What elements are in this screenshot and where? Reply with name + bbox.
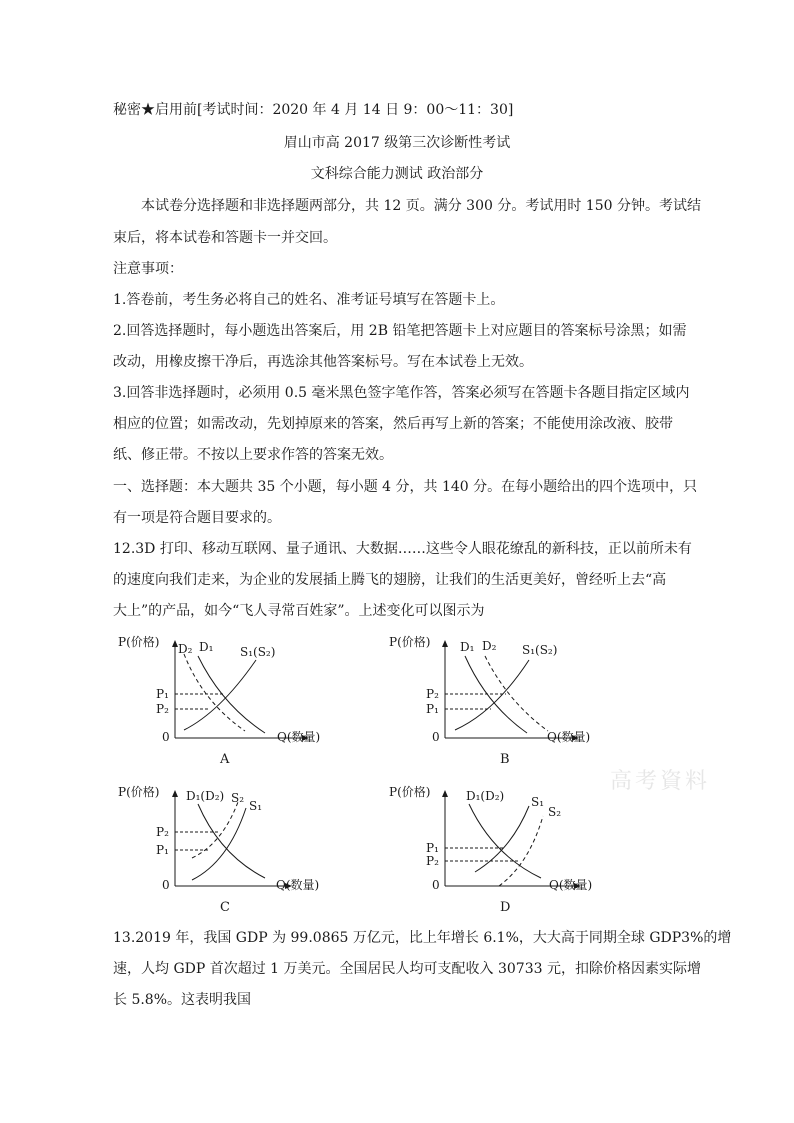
price-label-lower: P₁ — [426, 702, 439, 716]
watermark: 高考資料 — [610, 769, 711, 794]
origin-label: 0 — [432, 730, 440, 744]
curve-label-s2: S₂ — [548, 805, 562, 819]
supply-curve-s2 — [192, 802, 238, 858]
price-label-lower: P₂ — [156, 702, 169, 716]
curve-label-d1: D₁ — [199, 640, 214, 654]
origin-label: 0 — [162, 878, 170, 892]
question-12-line-1: 12.3D 打印、移动互联网、量子通讯、大数据……这些令人眼花缭乱的新科技，正以前所未有 — [113, 541, 692, 557]
y-axis-arrow-icon — [442, 640, 448, 647]
x-axis-label: Q(数量) — [276, 878, 320, 892]
curve-label-d1: D₁ — [460, 640, 475, 654]
curve-label-d2: D₂ — [178, 642, 193, 656]
supply-curve-s1 — [475, 806, 529, 872]
section-1-line-2: 有一项是符合题目要求的。 — [113, 510, 281, 526]
demand-curve-d1 — [198, 656, 265, 733]
curve-label-s1: S₁ — [531, 795, 545, 809]
price-label-lower: P₂ — [426, 854, 439, 868]
price-label-upper: P₂ — [426, 687, 439, 701]
curve-label-s1: S₁ — [249, 799, 263, 813]
notice-item-3b: 相应的位置；如需改动，先划掉原来的答案，然后再写上新的答案；不能使用涂改液、胶带 — [113, 416, 673, 432]
y-axis-arrow-icon — [172, 790, 178, 797]
option-label: A — [220, 752, 230, 767]
question-13-line-2: 速，人均 GDP 首次超过 1 万美元。全国居民人均可支配收入 30733 元，扣除价格因素实际增 — [113, 961, 701, 977]
y-axis-label: P(价格) — [118, 635, 160, 649]
exam-subtitle: 文科综合能力测试 政治部分 — [310, 166, 484, 182]
question-13-line-1: 13.2019 年，我国 GDP 为 99.0865 万亿元，比上年增长 6.1%，大大高于同期全球 GDP3%的增 — [113, 930, 732, 946]
y-axis-label: P(价格) — [389, 785, 431, 799]
notice-heading: 注意事项： — [113, 261, 183, 277]
price-label-upper: P₁ — [156, 687, 169, 701]
y-axis-label: P(价格) — [118, 785, 160, 799]
demand-curve-d1-d2 — [469, 804, 541, 878]
origin-label: 0 — [162, 730, 170, 744]
x-axis-label: Q(数量) — [277, 730, 321, 744]
question-12-line-3: 大上”的产品，如今“飞人寻常百姓家”。上述变化可以图示为 — [113, 603, 485, 619]
origin-label: 0 — [432, 878, 440, 892]
supply-curve-s1-s2 — [455, 660, 529, 730]
curve-label-d2: D₂ — [482, 639, 497, 653]
notice-item-3a: 3.回答非选择题时，必须用 0.5 毫米黑色签字笔作答，答案必须写在答题卡各题目指定区域内 — [113, 385, 690, 401]
curve-label-s2: S₂ — [231, 791, 245, 805]
y-axis-label: P(价格) — [389, 635, 431, 649]
notice-item-1: 1.答卷前，考生务必将自己的姓名、准考证号填写在答题卡上。 — [113, 292, 505, 308]
question-12-line-2: 的速度向我们走来，为企业的发展插上腾飞的翅膀，让我们的生活更美好，曾经听上去“高 — [113, 572, 667, 588]
secret-line: 秘密★启用前[考试时间：2020 年 4 月 14 日 9：00～11：30] — [113, 102, 514, 118]
notice-item-2b: 改动，用橡皮擦干净后，再选涂其他答案标号。写在本试卷上无效。 — [113, 354, 533, 370]
notice-item-3c: 纸、修正带。不按以上要求作答的答案无效。 — [113, 447, 393, 463]
y-axis-arrow-icon — [442, 790, 448, 797]
notice-item-2a: 2.回答选择题时，每小题选出答案后，用 2B 铅笔把答题卡上对应题目的答案标号涂黑；如需 — [113, 323, 687, 339]
option-label: B — [500, 752, 510, 767]
exam-title: 眉山市高 2017 级第三次诊断性考试 — [283, 135, 511, 151]
intro-line-1: 本试卷分选择题和非选择题两部分，共 12 页。满分 300 分。考试用时 150 分钟。考试结 — [141, 198, 701, 214]
supply-curve-s1-s2 — [184, 660, 256, 730]
curve-label-demand: D₁(D₂) — [466, 789, 505, 803]
question-13-line-3: 长 5.8%。这表明我国 — [113, 992, 252, 1008]
option-label: C — [220, 900, 230, 915]
curve-label-supply: S₁(S₂) — [522, 643, 558, 657]
curve-label-demand: D₁(D₂) — [186, 789, 225, 803]
price-label-upper: P₁ — [426, 841, 439, 855]
x-axis-label: Q(数量) — [547, 730, 591, 744]
graph-option-d — [365, 780, 665, 940]
intro-line-2: 束后，将本试卷和答题卡一并交回。 — [113, 230, 337, 246]
demand-curve-d2 — [184, 654, 245, 731]
curve-label-supply: S₁(S₂) — [240, 645, 276, 659]
x-axis-label: Q(数量) — [549, 878, 593, 892]
price-label-upper: P₂ — [156, 825, 169, 839]
option-label: D — [500, 900, 511, 915]
demand-curve-d2 — [485, 656, 548, 731]
price-label-lower: P₁ — [156, 843, 169, 857]
supply-curve-s1 — [192, 808, 246, 880]
section-1-line-1: 一、选择题：本大题共 35 个小题，每小题 4 分，共 140 分。在每小题给出的四个选项中，只 — [113, 479, 698, 495]
